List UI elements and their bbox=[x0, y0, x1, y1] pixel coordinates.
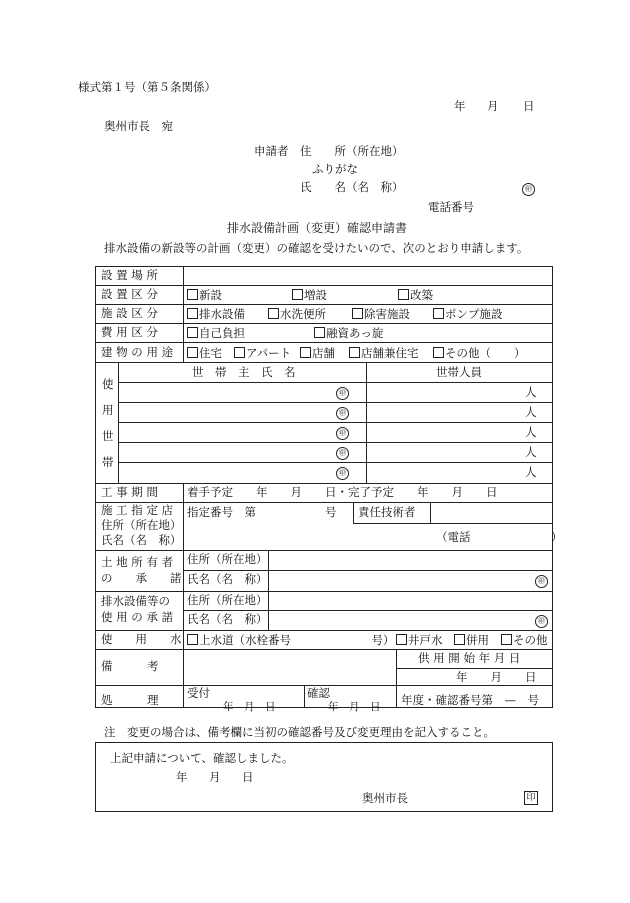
service-start-label: 供 用 開 始 年 月 日 bbox=[418, 651, 521, 665]
date-month: 月 bbox=[487, 99, 499, 113]
furigana-label: ふりがな bbox=[312, 162, 358, 176]
category-option-expand[interactable]: 増設 bbox=[292, 289, 327, 302]
landowner-label-1: 土 地 所 有 者 bbox=[101, 555, 174, 569]
confirmation-mayor: 奥州市長 bbox=[362, 791, 408, 805]
building-option-store-house[interactable]: 店舗兼住宅 bbox=[349, 347, 419, 360]
category-label: 設 置 区 分 bbox=[101, 287, 158, 301]
facility-owner-name-label: 氏名（名 称） bbox=[187, 612, 268, 626]
facility-label: 施 設 区 分 bbox=[101, 306, 158, 320]
date-year: 年 bbox=[454, 99, 466, 113]
water-option-city[interactable]: 上水道（水栓番号 号） bbox=[187, 634, 395, 647]
processing-label: 処 理 bbox=[101, 693, 159, 707]
application-form bbox=[95, 266, 563, 713]
household-char-4: 帯 bbox=[102, 455, 114, 469]
addressee: 奥州市長 宛 bbox=[104, 119, 173, 133]
landowner-label-2: の 承 諾 bbox=[101, 571, 182, 585]
household-unit-2: 人 bbox=[525, 405, 537, 419]
confirmation-month: 月 bbox=[209, 770, 221, 784]
facility-owner-label-2: 使 用 の 承 諾 bbox=[101, 610, 174, 624]
household-head-label: 世 帯 主 氏 名 bbox=[192, 365, 296, 379]
landowner-name-label: 氏名（名 称） bbox=[187, 572, 268, 586]
confirmation-number: 年度・確認番号第 — 号 bbox=[401, 693, 539, 707]
confirmation-box bbox=[95, 742, 553, 812]
confirmed-date: 年 月 日 bbox=[328, 701, 381, 713]
facility-owner-label-1: 排水設備等の bbox=[101, 594, 170, 608]
contractor-label-2: 住所（所在地） bbox=[101, 518, 182, 532]
household-char-1: 使 bbox=[102, 377, 114, 391]
confirmation-year: 年 bbox=[176, 770, 188, 784]
landowner-seal: ㊞ bbox=[535, 574, 548, 588]
household-seal-1: ㊞ bbox=[336, 386, 349, 400]
contractor-label-1: 施 工 指 定 店 bbox=[101, 503, 174, 517]
household-seal-4: ㊞ bbox=[336, 446, 349, 460]
building-option-apartment[interactable]: アパート bbox=[234, 347, 291, 360]
address-label: 住 所（所在地） bbox=[300, 144, 404, 158]
engineer-label: 責任技術者 bbox=[358, 505, 416, 519]
water-option-other[interactable]: その他 bbox=[501, 634, 548, 647]
household-seal-2: ㊞ bbox=[336, 406, 349, 420]
document-title: 排水設備計画（変更）確認申請書 bbox=[227, 221, 408, 235]
official-stamp: 印 bbox=[524, 791, 538, 805]
remarks-label: 備 考 bbox=[101, 659, 159, 673]
landowner-address-label: 住所（所在地） bbox=[187, 552, 268, 566]
household-unit-3: 人 bbox=[525, 425, 537, 439]
facility-option-pump[interactable]: ポンプ施設 bbox=[433, 308, 503, 321]
name-label: 氏 名（名 称） bbox=[300, 180, 404, 194]
household-seal-3: ㊞ bbox=[336, 426, 349, 440]
household-unit-4: 人 bbox=[525, 445, 537, 459]
household-char-3: 世 bbox=[102, 429, 114, 443]
construction-label: 工 事 期 間 bbox=[101, 485, 158, 499]
water-option-well[interactable]: 井戸水 bbox=[396, 634, 443, 647]
facility-option-toilet[interactable]: 水洗便所 bbox=[268, 308, 326, 321]
contractor-phone: （電話 ） bbox=[436, 530, 563, 544]
cost-label: 費 用 区 分 bbox=[101, 325, 158, 339]
intro-text: 排水設備の新設等の計画（変更）の確認を受けたいので、次のとおり申請します。 bbox=[104, 241, 529, 255]
location-label: 設 置 場 所 bbox=[101, 268, 158, 282]
building-option-house[interactable]: 住宅 bbox=[187, 347, 222, 360]
received-label: 受付 bbox=[187, 686, 210, 700]
household-unit-1: 人 bbox=[525, 385, 537, 399]
form-number: 様式第１号（第５条関係） bbox=[78, 80, 216, 94]
designation-number: 指定番号 第 号 bbox=[187, 505, 337, 519]
applicant-label: 申請者 bbox=[254, 144, 289, 158]
building-label: 建 物 の 用 途 bbox=[101, 345, 174, 359]
confirmation-text: 上記申請について、確認しました。 bbox=[110, 751, 294, 765]
facility-option-drain[interactable]: 排水設備 bbox=[187, 308, 245, 321]
received-date: 年 月 日 bbox=[223, 701, 276, 713]
household-seal-5: ㊞ bbox=[336, 466, 349, 480]
water-label: 使 用 水 bbox=[101, 632, 182, 646]
cost-option-loan[interactable]: 融資あっ旋 bbox=[314, 327, 383, 340]
construction-value: 着手予定 年 月 日・完了予定 年 月 日 bbox=[187, 485, 498, 499]
phone-label: 電話番号 bbox=[428, 200, 474, 214]
facility-owner-seal: ㊞ bbox=[535, 614, 548, 628]
category-option-new[interactable]: 新設 bbox=[187, 289, 222, 302]
facility-owner-address-label: 住所（所在地） bbox=[187, 593, 268, 607]
contractor-label-3: 氏名（名 称） bbox=[101, 533, 182, 547]
service-start-date: 年 月 日 bbox=[456, 670, 537, 684]
seal-mark: ㊞ bbox=[522, 182, 535, 196]
date-day: 日 bbox=[523, 99, 535, 113]
cost-option-self[interactable]: 自己負担 bbox=[187, 327, 245, 340]
building-option-other[interactable]: その他（ ） bbox=[433, 347, 526, 360]
household-members-label: 世帯人員 bbox=[436, 365, 482, 379]
note-text: 注 変更の場合は、備考欄に当初の確認番号及び変更理由を記入すること。 bbox=[104, 725, 495, 739]
confirmation-day: 日 bbox=[242, 770, 254, 784]
water-option-both[interactable]: 併用 bbox=[454, 634, 489, 647]
household-unit-5: 人 bbox=[525, 465, 537, 479]
building-option-store[interactable]: 店舗 bbox=[300, 347, 335, 360]
facility-option-treatment[interactable]: 除害施設 bbox=[352, 308, 410, 321]
household-char-2: 用 bbox=[102, 403, 114, 417]
confirmed-label: 確認 bbox=[307, 686, 330, 700]
category-option-rebuild[interactable]: 改築 bbox=[398, 289, 433, 302]
